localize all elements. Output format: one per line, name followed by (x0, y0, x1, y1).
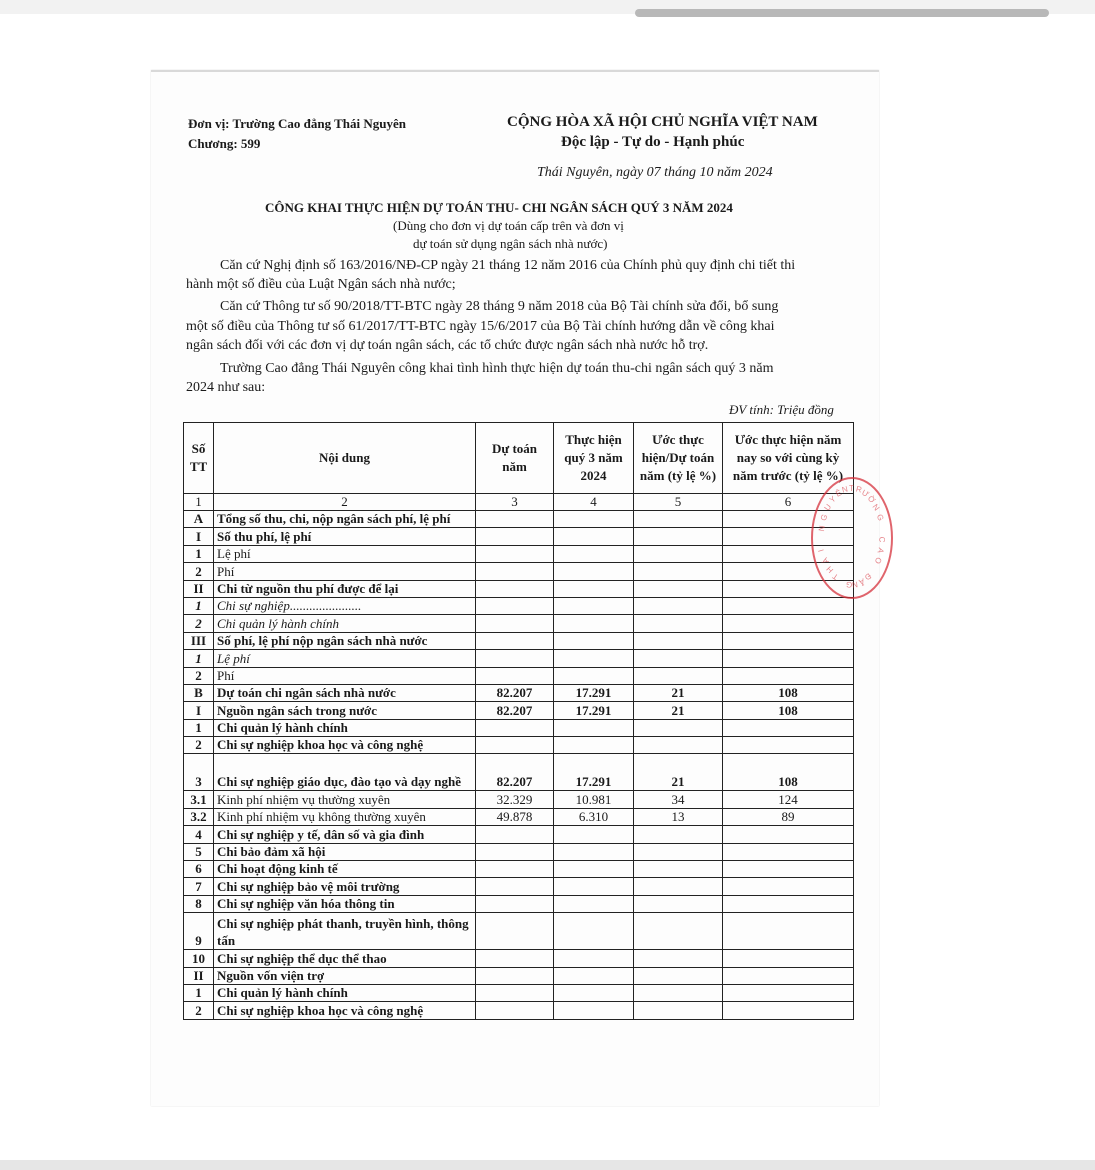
row-value-cell (554, 913, 634, 950)
row-number-cell: III (184, 632, 214, 649)
row-value-cell (476, 511, 554, 528)
row-value-cell (723, 615, 854, 632)
row-value-cell (554, 545, 634, 562)
row-value-cell (634, 861, 723, 878)
row-value-cell (554, 984, 634, 1001)
row-value-cell (634, 950, 723, 967)
row-value-cell (723, 878, 854, 895)
table-row (184, 984, 854, 1001)
row-value-cell (554, 950, 634, 967)
table-row (184, 719, 854, 736)
row-number-cell: 5 (184, 843, 214, 860)
row-value-cell (723, 1002, 854, 1019)
table-row (184, 597, 854, 614)
header-ratio-previous: Ước thực hiện năm nay so với cùng kỳ năm trước (tỷ lệ %) (723, 423, 854, 494)
seal-glyph: Ư (860, 488, 871, 500)
table-row (184, 861, 854, 878)
row-number-cell: I (184, 702, 214, 719)
row-value-cell (554, 528, 634, 545)
row-value-cell (723, 967, 854, 984)
row-number-cell: 8 (184, 895, 214, 912)
row-value-cell: 124 (723, 791, 854, 808)
row-value-cell (634, 719, 723, 736)
row-number-cell: 6 (184, 861, 214, 878)
table-row (184, 737, 854, 754)
row-value-cell: 108 (723, 684, 854, 701)
row-value-cell (723, 950, 854, 967)
row-value-cell (554, 843, 634, 860)
row-value-cell (476, 861, 554, 878)
row-value-cell: 17.291 (554, 684, 634, 701)
red-seal-stamp (811, 477, 893, 599)
row-value-cell (476, 615, 554, 632)
row-content-cell: Nguồn vốn viện trợ (214, 967, 476, 984)
row-value-cell (634, 545, 723, 562)
paragraph-3-line-2: 2024 như sau: (186, 380, 266, 395)
seal-glyph: N (841, 484, 849, 495)
horizontal-scrollbar-thumb[interactable] (635, 9, 1049, 17)
row-value-cell (634, 650, 723, 667)
row-number-cell: 1 (184, 650, 214, 667)
row-value-cell (476, 967, 554, 984)
row-value-cell: 34 (634, 791, 723, 808)
row-value-cell: 49.878 (476, 808, 554, 825)
row-value-cell (476, 563, 554, 580)
paragraph-1-line-2: hành một số điều của Luật Ngân sách nhà nước; (186, 277, 456, 292)
row-value-cell (723, 719, 854, 736)
table-row (184, 511, 854, 528)
row-number-cell: 1 (184, 545, 214, 562)
row-value-cell (634, 597, 723, 614)
row-value-cell (634, 632, 723, 649)
row-value-cell (476, 545, 554, 562)
row-value-cell (554, 632, 634, 649)
row-value-cell (476, 597, 554, 614)
row-value-cell (476, 878, 554, 895)
row-value-cell: 13 (634, 808, 723, 825)
row-value-cell (554, 615, 634, 632)
seal-glyph: N (817, 524, 828, 532)
table-row (184, 878, 854, 895)
seal-glyph: U (822, 502, 834, 513)
paragraph-1-line-1: Căn cứ Nghị định số 163/2016/NĐ-CP ngày 21 tháng 12 năm 2016 của Chính phủ quy định chi tiết thi (220, 258, 796, 273)
budget-table (183, 422, 854, 1020)
row-value-cell (723, 895, 854, 912)
table-row (184, 754, 854, 791)
seal-glyph: N (870, 502, 882, 513)
row-content-cell: Chi sự nghiệp văn hóa thông tin (214, 895, 476, 912)
row-value-cell (634, 737, 723, 754)
seal-glyph: N (851, 579, 859, 589)
paragraph-2-line-1: Căn cứ Thông tư số 90/2018/TT-BTC ngày 28 tháng 9 năm 2018 của Bộ Tài chính sửa đổi, bổ sung (220, 299, 779, 314)
table-row (184, 1002, 854, 1019)
table-row (184, 826, 854, 843)
row-value-cell (476, 580, 554, 597)
seal-glyph: G (819, 512, 830, 523)
row-value-cell (634, 967, 723, 984)
row-value-cell (634, 580, 723, 597)
row-content-cell: Chi sự nghiệp...................... (214, 597, 476, 614)
row-value-cell (554, 650, 634, 667)
table-row (184, 895, 854, 912)
row-content-cell: Chi sự nghiệp khoa học và công nghệ (214, 1002, 476, 1019)
row-value-cell (554, 667, 634, 684)
row-value-cell (476, 843, 554, 860)
row-value-cell (723, 667, 854, 684)
row-content-cell: Chi sự nghiệp bảo vệ môi trường (214, 878, 476, 895)
index-cell: 2 (214, 494, 476, 511)
seal-glyph: Á (820, 555, 831, 566)
row-value-cell (723, 861, 854, 878)
row-value-cell (634, 878, 723, 895)
seal-glyph: Ẳ (857, 576, 866, 587)
row-value-cell (476, 826, 554, 843)
row-value-cell (723, 843, 854, 860)
header-content: Nội dung (214, 423, 476, 494)
row-number-cell: 4 (184, 826, 214, 843)
row-content-cell: Chi sự nghiệp thể dục thể thao (214, 950, 476, 967)
row-value-cell: 32.329 (476, 791, 554, 808)
row-number-cell: 9 (184, 913, 214, 950)
row-value-cell (723, 984, 854, 1001)
row-value-cell: 17.291 (554, 702, 634, 719)
row-number-cell: 2 (184, 615, 214, 632)
row-content-cell: Kinh phí nhiệm vụ thường xuyên (214, 791, 476, 808)
document-subtitle-2: dự toán sử dụng ngân sách nhà nước) (413, 236, 608, 251)
row-content-cell: Lệ phí (214, 545, 476, 562)
row-value-cell (554, 563, 634, 580)
seal-glyph: C (877, 536, 887, 543)
table-index-row (184, 494, 854, 511)
row-number-cell: A (184, 511, 214, 528)
row-value-cell: 21 (634, 702, 723, 719)
unit-note: ĐV tính: Triệu đồng (729, 402, 834, 417)
row-content-cell: Chi quản lý hành chính (214, 984, 476, 1001)
seal-glyph: Y (827, 494, 838, 505)
row-number-cell: II (184, 580, 214, 597)
row-value-cell (476, 913, 554, 950)
header-stt: Số TT (184, 423, 214, 494)
row-value-cell (554, 511, 634, 528)
row-content-cell: Số phí, lệ phí nộp ngân sách nhà nước (214, 632, 476, 649)
row-value-cell (476, 895, 554, 912)
row-content-cell: Nguồn ngân sách trong nước (214, 702, 476, 719)
row-value-cell: 108 (723, 702, 854, 719)
seal-glyph: O (872, 555, 884, 566)
row-content-cell: Dự toán chi ngân sách nhà nước (214, 684, 476, 701)
row-content-cell: Chi sự nghiệp giáo dục, đào tạo và dạy nghề (214, 754, 476, 791)
header-actual: Thực hiện quý 3 năm 2024 (554, 423, 634, 494)
table-row (184, 684, 854, 701)
row-value-cell (634, 667, 723, 684)
row-number-cell: 1 (184, 597, 214, 614)
row-content-cell: Chi quản lý hành chính (214, 719, 476, 736)
row-value-cell (476, 950, 554, 967)
row-value-cell (554, 1002, 634, 1019)
table-row (184, 667, 854, 684)
table-row (184, 950, 854, 967)
row-content-cell: Phí (214, 563, 476, 580)
row-value-cell (554, 580, 634, 597)
row-content-cell: Chi sự nghiệp y tế, dân số và gia đình (214, 826, 476, 843)
row-value-cell: 82.207 (476, 702, 554, 719)
paragraph-2-line-3: ngân sách đối với các đơn vị dự toán ngân sách, các tổ chức được ngân sách nhà nước hỗ trợ. (186, 338, 709, 353)
row-value-cell (554, 597, 634, 614)
index-cell: 4 (554, 494, 634, 511)
row-value-cell (634, 843, 723, 860)
row-number-cell: 2 (184, 667, 214, 684)
row-content-cell: Chi bảo đảm xã hội (214, 843, 476, 860)
row-value-cell: 21 (634, 684, 723, 701)
row-content-cell: Lệ phí (214, 650, 476, 667)
unit-label: Đơn vị: Trường Cao đẳng Thái Nguyên (188, 116, 406, 131)
row-value-cell (723, 632, 854, 649)
row-content-cell: Tổng số thu, chi, nộp ngân sách phí, lệ phí (214, 511, 476, 528)
row-value-cell (476, 1002, 554, 1019)
row-value-cell (476, 719, 554, 736)
row-value-cell (723, 913, 854, 950)
row-value-cell (723, 737, 854, 754)
row-number-cell: 3 (184, 754, 214, 791)
row-content-cell: Chi sự nghiệp phát thanh, truyền hình, thông tấn (214, 913, 476, 950)
table-row (184, 545, 854, 562)
row-value-cell (723, 597, 854, 614)
row-value-cell: 108 (723, 754, 854, 791)
row-value-cell (634, 913, 723, 950)
chapter-label: Chương: 599 (188, 136, 261, 151)
paragraph-2-line-2: một số điều của Thông tư số 61/2017/TT-BTC ngày 15/6/2017 của Bộ Tài chính hướng dẫn về công khai (186, 319, 775, 334)
table-row (184, 913, 854, 950)
row-number-cell: 2 (184, 737, 214, 754)
row-value-cell: 17.291 (554, 754, 634, 791)
row-content-cell: Chi từ nguồn thu phí được để lại (214, 580, 476, 597)
row-value-cell (723, 650, 854, 667)
row-content-cell: Số thu phí, lệ phí (214, 528, 476, 545)
table-row (184, 650, 854, 667)
row-value-cell: 89 (723, 808, 854, 825)
row-value-cell (634, 895, 723, 912)
table-row (184, 580, 854, 597)
row-content-cell: Chi sự nghiệp khoa học và công nghệ (214, 737, 476, 754)
document-subtitle-1: (Dùng cho đơn vị dự toán cấp trên và đơn vị (393, 218, 624, 233)
row-value-cell: 82.207 (476, 684, 554, 701)
table-row (184, 632, 854, 649)
viewer-bottom-bar (0, 1160, 1095, 1170)
row-value-cell (554, 967, 634, 984)
row-value-cell (476, 528, 554, 545)
row-value-cell (634, 826, 723, 843)
row-number-cell: 3.2 (184, 808, 214, 825)
row-value-cell (634, 511, 723, 528)
index-cell: 5 (634, 494, 723, 511)
row-content-cell: Chi quản lý hành chính (214, 615, 476, 632)
row-value-cell (634, 615, 723, 632)
row-number-cell: I (184, 528, 214, 545)
header-estimate: Dự toán năm (476, 423, 554, 494)
row-value-cell (554, 861, 634, 878)
seal-glyph: G (845, 579, 853, 590)
row-value-cell (723, 826, 854, 843)
seal-glyph: T (849, 484, 854, 493)
row-value-cell: 6.310 (554, 808, 634, 825)
row-number-cell: 1 (184, 719, 214, 736)
row-value-cell (554, 895, 634, 912)
table-row (184, 528, 854, 545)
row-number-cell: 2 (184, 1002, 214, 1019)
seal-glyph: I (816, 547, 826, 553)
date-line: Thái Nguyên, ngày 07 tháng 10 năm 2024 (537, 165, 773, 180)
row-value-cell (634, 563, 723, 580)
table-row (184, 615, 854, 632)
row-content-cell: Chi hoạt động kinh tế (214, 861, 476, 878)
row-value-cell (476, 737, 554, 754)
row-number-cell: 7 (184, 878, 214, 895)
table-row (184, 843, 854, 860)
row-value-cell (554, 719, 634, 736)
index-cell: 1 (184, 494, 214, 511)
republic-title: CỘNG HÒA XÃ HỘI CHỦ NGHĨA VIỆT NAM (507, 114, 818, 130)
seal-glyph: Ờ (866, 494, 878, 506)
row-number-cell: II (184, 967, 214, 984)
seal-glyph: H (824, 564, 836, 575)
document-page (151, 70, 887, 1106)
seal-glyph: Ê (833, 488, 843, 499)
row-value-cell: 82.207 (476, 754, 554, 791)
row-content-cell: Kinh phí nhiệm vụ không thường xuyên (214, 808, 476, 825)
row-number-cell: 3.1 (184, 791, 214, 808)
row-content-cell: Phí (214, 667, 476, 684)
row-value-cell (476, 632, 554, 649)
seal-glyph: R (854, 484, 863, 495)
row-number-cell: 2 (184, 563, 214, 580)
table-row (184, 563, 854, 580)
table-row (184, 702, 854, 719)
seal-glyph: A (875, 546, 886, 555)
table-row (184, 808, 854, 825)
table-row (184, 967, 854, 984)
document-title: CÔNG KHAI THỰC HIỆN DỰ TOÁN THU- CHI NGÂN SÁCH QUÝ 3 NĂM 2024 (265, 200, 733, 215)
paragraph-3-line-1: Trường Cao đẳng Thái Nguyên công khai tình hình thực hiện dự toán thu-chi ngân sách quý 3 năm (220, 361, 774, 376)
row-value-cell (634, 528, 723, 545)
row-value-cell (476, 984, 554, 1001)
row-number-cell: 10 (184, 950, 214, 967)
row-value-cell (554, 826, 634, 843)
seal-glyph: Đ (863, 571, 874, 582)
index-cell: 3 (476, 494, 554, 511)
row-number-cell: B (184, 684, 214, 701)
motto: Độc lập - Tự do - Hạnh phúc (561, 134, 745, 150)
seal-glyph: T (830, 571, 840, 582)
table-header-row (184, 423, 854, 494)
seal-glyph: G (874, 512, 886, 523)
row-value-cell (634, 984, 723, 1001)
row-value-cell (634, 1002, 723, 1019)
row-value-cell (476, 667, 554, 684)
row-value-cell: 21 (634, 754, 723, 791)
index-cell: 6 (723, 494, 854, 511)
table-row (184, 791, 854, 808)
row-value-cell (554, 737, 634, 754)
row-value-cell (554, 878, 634, 895)
row-number-cell: 1 (184, 984, 214, 1001)
row-value-cell (476, 650, 554, 667)
header-ratio-estimate: Ước thực hiện/Dự toán năm (tỷ lệ %) (634, 423, 723, 494)
row-value-cell: 10.981 (554, 791, 634, 808)
